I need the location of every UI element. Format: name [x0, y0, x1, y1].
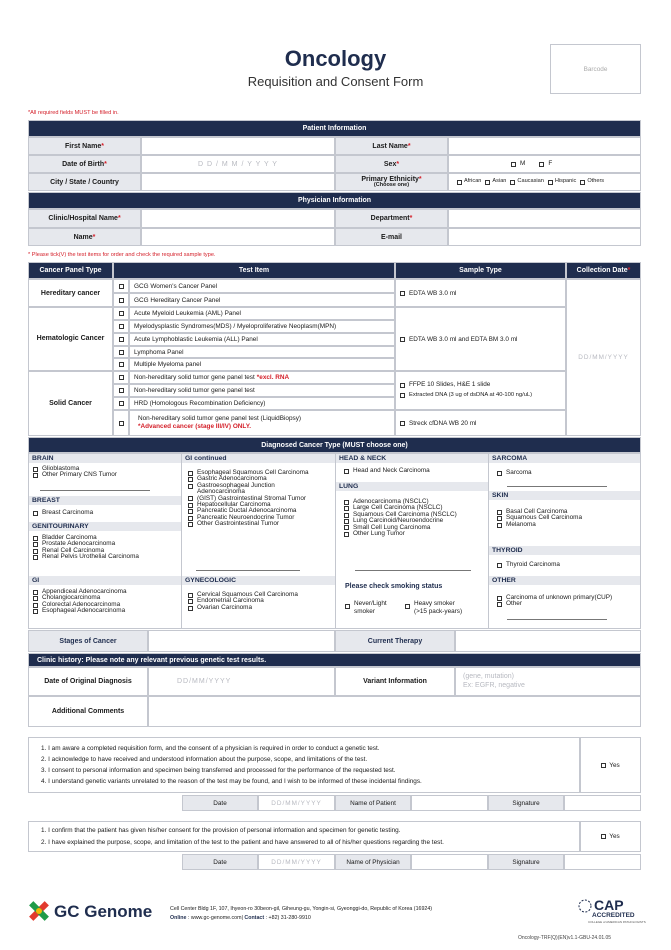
sex-field[interactable]: M F	[448, 155, 641, 173]
row-check[interactable]	[113, 371, 129, 384]
cap-org: COLLEGE of AMERICAN PATHOLOGISTS	[588, 920, 646, 924]
cap-check-icon	[577, 898, 593, 914]
hereditary-label: Hereditary cancer	[28, 279, 113, 307]
brain-head: BRAIN	[29, 454, 181, 463]
cap-logo: CAP	[594, 897, 624, 913]
stages-field[interactable]	[148, 630, 335, 652]
collection-date-field[interactable]: DD/MM/YYYY	[566, 279, 641, 436]
panel-item: Myelodysplastic Syndromes(MDS) / Myeloproliferative Neoplasm(MPN)	[129, 320, 395, 333]
city-label: City / State / Country	[28, 173, 141, 191]
variant-label: Variant Information	[335, 667, 455, 696]
row-check[interactable]	[113, 293, 129, 307]
email-field[interactable]	[448, 228, 641, 246]
solid-sample[interactable]: FFPE 10 Slides, H&E 1 slide Extracted DNA (3 ug of dsDNA at 40-100 ng/uL)	[395, 371, 566, 410]
physician-name-field[interactable]	[411, 854, 488, 870]
gi-head: GI	[29, 576, 181, 585]
never-smoker[interactable]: Never/Light smoker	[345, 600, 387, 617]
panel-item: Non-hereditary solid tumor gene panel test (LiquidBiopsy) *Advanced cancer (stage III/IV) ONLY.	[129, 410, 395, 436]
department-label: Department *	[335, 209, 448, 228]
panel-item: Non-hereditary solid tumor gene panel test *excl. RNA	[129, 371, 395, 384]
col-cancer-panel-type: Cancer Panel Type	[28, 262, 113, 279]
comments-label: Additional Comments	[28, 696, 148, 727]
physician-sig-label: Signature	[488, 854, 564, 870]
smoking-label: Please check smoking status	[345, 583, 443, 590]
geni-head: GENITOURINARY	[29, 522, 181, 531]
lung-list[interactable]: Adenocarcinoma (NSCLC) Large Cell Carcinoma (NSCLC) Squamous Cell Carcinoma (NSCLC) Lung Carcinoid/Neuroendocrine Small Cell Lung Carcinoma Other Lung Tumor	[344, 499, 457, 537]
consent-patient-yes[interactable]: Yes	[580, 737, 641, 793]
stages-label: Stages of Cancer	[28, 630, 148, 652]
history-header: Clinic history: Please note any relevant previous genetic test results.	[28, 653, 641, 667]
eth-caucasian-checkbox[interactable]	[510, 180, 515, 185]
patient-info-header: Patient Information	[28, 120, 641, 137]
physician-sig-field[interactable]	[564, 854, 641, 870]
row-check[interactable]	[113, 397, 129, 410]
row-check[interactable]	[113, 410, 129, 436]
thyroid-head: THYROID	[489, 546, 640, 555]
panel-item: HRD (Homologous Recombination Deficiency)	[129, 397, 395, 410]
hemato-label: Hematologic Cancer	[28, 307, 113, 371]
skin-head: SKIN	[489, 491, 640, 500]
cap-accredited: ACCREDITED	[592, 912, 635, 919]
gyn-list[interactable]: Cervical Squamous Cell Carcinoma Endometrial Carcinoma Ovarian Carcinoma	[188, 592, 298, 611]
clinic-label: Clinic/Hospital Name *	[28, 209, 141, 228]
first-name-field[interactable]	[141, 137, 335, 155]
breast-list[interactable]: Breast Carcinoma	[33, 510, 93, 516]
form-code: Oncology-TRF(Q)(EN)v1.1-GBU-24.01.05	[518, 935, 612, 941]
ethnicity-label: Primary Ethnicity* (Choose one)	[335, 173, 448, 191]
brand-name: GC Genome	[54, 902, 153, 921]
eth-hispanic-checkbox[interactable]	[548, 180, 553, 185]
consent-physician-text: 1. I confirm that the patient has given his/her consent for the provision of personal information and specimen for genetic testing. 2. I have explained the purpose, scope, and limitation of the test to the patient and have answered to all of his/her questions regarding the test.	[28, 821, 580, 852]
ethnicity-field[interactable]: African Asian Caucasian Hispanic Others	[448, 173, 641, 191]
first-name-label: First Name *	[28, 137, 141, 155]
thyroid-list[interactable]: Thyroid Carcinoma	[497, 562, 560, 568]
hn-head: HEAD & NECK	[336, 454, 488, 463]
other-list[interactable]: Carcinoma of unknown primary(CUP) Other	[497, 595, 612, 608]
gi-list[interactable]: Appendiceal Adenocarcinoma Cholangiocarcinoma Colorectal Adenocarcinoma Esophageal Adenocarcinoma	[33, 589, 127, 615]
sarcoma-head: SARCOMA	[489, 454, 640, 463]
physician-date-label: Date	[182, 854, 258, 870]
physician-name-label: Name of Physician	[335, 854, 411, 870]
row-check[interactable]	[113, 384, 129, 397]
tick-note: * Please tick(V) the test items for order and check the required sample type.	[28, 252, 216, 258]
row-check[interactable]	[113, 333, 129, 346]
panel-item: Acute Myeloid Leukemia (AML) Panel	[129, 307, 395, 320]
gic-head: GI continued	[182, 454, 335, 463]
consent-patient-text: 1. I am aware a completed requisition form, and the consent of a physician is required in order to conduct a genetic test. 2. I acknowledge to have received and understood information about the purpose, scope, and limitations of the test. 3. I consent to personal information and specimen being transferred and processed for the performance of the requested test. 4. I understand genetic variants unrelated to the reason of the test may be found, and I wish to be informed of these incidental findings.	[28, 737, 580, 793]
patient-date-field[interactable]: DD/MM/YYYY	[258, 795, 335, 811]
row-check[interactable]	[113, 346, 129, 358]
heavy-smoker[interactable]: Heavy smoker (>15 pack-years)	[405, 600, 462, 617]
dob-field[interactable]: D D / M M / Y Y Y Y	[141, 155, 335, 173]
variant-field[interactable]: (gene, mutation) Ex: EGFR, negative	[455, 667, 641, 696]
hemato-sample[interactable]: EDTA WB 3.0 ml and EDTA BM 3.0 ml	[395, 307, 566, 371]
physician-info-header: Physician Information	[28, 192, 641, 209]
gc-logo-icon	[28, 900, 50, 922]
patient-date-label: Date	[182, 795, 258, 811]
eth-asian-checkbox[interactable]	[485, 180, 490, 185]
physician-date-field[interactable]: DD/MM/YYYY	[258, 854, 335, 870]
sex-label: Sex *	[335, 155, 448, 173]
page-subtitle: Requisition and Consent Form	[247, 74, 424, 89]
city-field[interactable]	[141, 173, 335, 191]
row-check[interactable]	[113, 279, 129, 293]
patient-name-field[interactable]	[411, 795, 488, 811]
solid-label: Solid Cancer	[28, 371, 113, 436]
department-field[interactable]	[448, 209, 641, 228]
diag-date-label: Date of Original Diagnosis	[28, 667, 148, 696]
physician-name-label: Name *	[28, 228, 141, 246]
col-collection-date: Collection Date *	[566, 262, 641, 279]
col-sample-type: Sample Type	[395, 262, 566, 279]
comments-field[interactable]	[148, 696, 641, 727]
barcode-box	[550, 44, 641, 94]
last-name-label: Last Name *	[335, 137, 448, 155]
required-note: *All required fields MUST be filled in.	[28, 110, 119, 116]
panel-item: GCG Hereditary Cancer Panel	[129, 293, 395, 307]
liquid-sample[interactable]: Streck cfDNA WB 20 ml	[395, 410, 566, 436]
footer-contact: Online : www.gc-genome.com| Contact : +82) 31-280-9910	[170, 915, 311, 921]
patient-sig-field[interactable]	[564, 795, 641, 811]
hereditary-sample[interactable]: EDTA WB 3.0 ml	[395, 279, 566, 307]
panel-item: Lymphoma Panel	[129, 346, 395, 358]
footer-address: Cell Center Bldg 1F, 107, Ihyeon-ro 30beon-gil, Giheung-gu, Yongin-si, Gyeonggi-do, Republic of Korea (16924)	[170, 906, 433, 912]
geni-list[interactable]: Bladder Carcinoma Prostate Adenocarcinoma Renal Cell Carcinoma Renal Pelvis Urothelial Carcinoma	[33, 535, 139, 561]
panel-item: GCG Women's Cancer Panel	[129, 279, 395, 293]
diagnosed-header: Diagnosed Cancer Type (MUST choose one)	[28, 437, 641, 453]
lung-head: LUNG	[336, 482, 488, 491]
sex-m-checkbox[interactable]	[511, 162, 516, 167]
patient-sig-label: Signature	[488, 795, 564, 811]
hn-list[interactable]: Head and Neck Carcinoma	[344, 468, 430, 474]
barcode-label: Barcode	[583, 65, 608, 73]
panel-item: Acute Lymphoblastic Leukemia (ALL) Panel	[129, 333, 395, 346]
page-title: Oncology	[284, 46, 387, 71]
clinic-field[interactable]	[141, 209, 335, 228]
eth-african-checkbox[interactable]	[457, 180, 462, 185]
panel-item: Non-hereditary solid tumor gene panel test	[129, 384, 395, 397]
sex-f-checkbox[interactable]	[539, 162, 544, 167]
patient-name-label: Name of Patient	[335, 795, 411, 811]
gic-list[interactable]: Esophageal Squamous Cell Carcinoma Gastric Adenocarcinoma Gastroesophageal Junction Adenocarcinoma (GIST) Gastrointestinal Stromal Tumor Hepatocellular Carcinoma Pancreatic Ductal Adenocarcinoma Pancreatic Neuroendocrine Tumor Other Gastrointestinal Tumor	[188, 470, 309, 528]
brain-list[interactable]: Glioblastoma Other Primary CNS Tumor	[33, 466, 117, 479]
sarcoma-list[interactable]: Sarcoma	[497, 470, 532, 476]
physician-name-field[interactable]	[141, 228, 335, 246]
dob-label: Date of Birth *	[28, 155, 141, 173]
breast-head: BREAST	[29, 496, 181, 505]
therapy-label: Current Therapy	[335, 630, 455, 652]
last-name-field[interactable]	[448, 137, 641, 155]
panel-item: Multiple Myeloma panel	[129, 358, 395, 371]
eth-others-checkbox[interactable]	[580, 180, 585, 185]
row-check[interactable]	[113, 358, 129, 371]
diag-date-field[interactable]: DD/MM/YYYY	[148, 667, 335, 696]
gyn-head: GYNECOLOGIC	[182, 576, 335, 585]
col-test-item: Test Item	[113, 262, 395, 279]
therapy-field[interactable]	[455, 630, 641, 652]
row-check[interactable]	[113, 307, 129, 320]
skin-list[interactable]: Basal Cell Carcinoma Squamous Cell Carcinoma Melanoma	[497, 509, 582, 528]
other-head: OTHER	[489, 576, 640, 585]
row-check[interactable]	[113, 320, 129, 333]
email-label: E-mail	[335, 228, 448, 246]
consent-physician-yes[interactable]: Yes	[580, 821, 641, 852]
